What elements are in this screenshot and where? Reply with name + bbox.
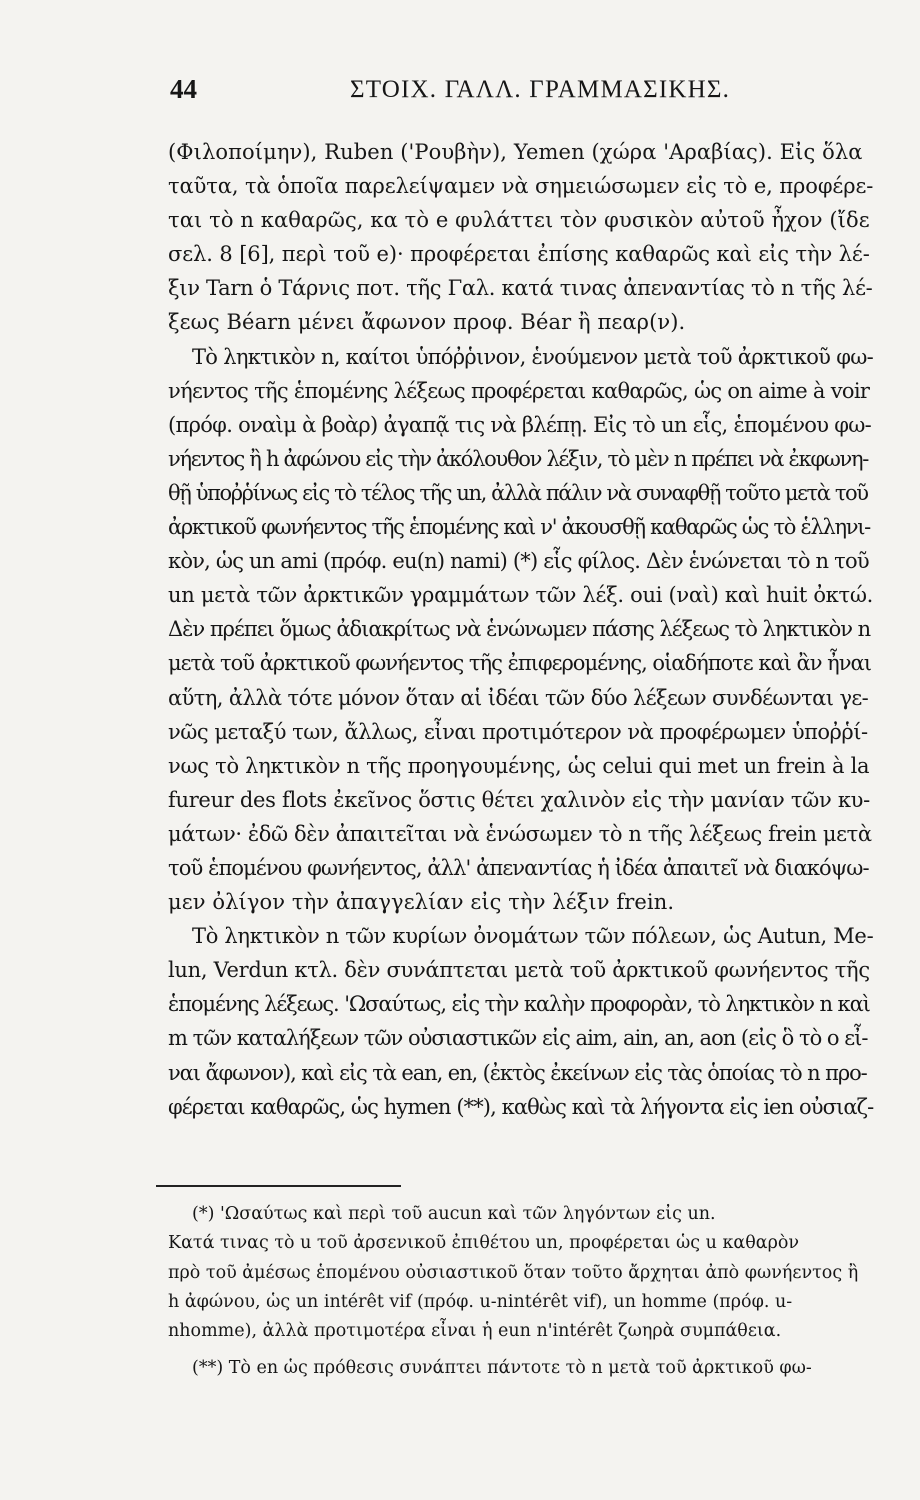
text-line: fureur des flots ἐκεῖνος ὅστις θέτει χαλινὸν εἰς τὴν μανίαν τῶν κυ- (168, 787, 870, 812)
text-line: νήεντος τῆς ἑπομένης λέξεως προφέρεται καθαρῶς, ὡς on aime à voir (168, 378, 870, 403)
text-line: φέρεται καθαρῶς, ὡς hymen (**), καθὼς καὶ τὰ λήγοντα εἰς ien οὐσιαζ- (168, 1094, 874, 1119)
text-line: ναι ἄφωνον), καὶ εἰς τὰ ean, en, (ἐκτὸς ἐκείνων εἰς τὰς ὁποίας τὸ n προ- (168, 1060, 867, 1085)
footnote-line: (*) 'Ωσαύτως καὶ περὶ τοῦ aucun καὶ τῶν ληγόντων εἰς un. (192, 1204, 716, 1224)
text-line: αὕτη, ἀλλὰ τότε μόνον ὅταν αἱ ἰδέαι τῶν δύο λέξεων συνδέωνται γε- (168, 685, 869, 710)
page-header (170, 70, 870, 110)
text-line: σελ. 8 [6], περὶ τοῦ e)· προφέρεται ἐπίσης καθαρῶς καὶ εἰς τὴν λέ- (168, 242, 870, 267)
footnote-line: nhomme), ἀλλὰ προτιμοτέρα εἶναι ἡ eun n'intérêt ζωηρὰ συμπάθεια. (168, 1321, 782, 1342)
footnote-divider (156, 1185, 401, 1187)
text-line: lun, Verdun κτλ. δὲν συνάπτεται μετὰ τοῦ ἀρκτικοῦ φωνήεντος τῆς (168, 958, 870, 983)
text-line: μεν ὀλίγον τὴν ἀπαγγελίαν εἰς τὴν λέξιν frein. (168, 890, 675, 915)
text-line: ἑπομένης λέξεως. 'Ωσαύτως, εἰς τὴν καλὴν προφορὰν, τὸ ληκτικὸν n καὶ (168, 992, 870, 1017)
footnote-line: h ἀφώνου, ὡς un intérêt vif (πρόφ. u-nintérêt vif), un homme (πρόφ. u- (168, 1291, 793, 1312)
footnote-line: Κατά τινας τὸ u τοῦ ἀρσενικοῦ ἐπιθέτου un, προφέρεται ὡς u καθαρὸν (168, 1233, 800, 1254)
text-line: νήεντος ἢ h ἀφώνου εἰς τὴν ἀκόλουθον λέξιν, τὸ μὲν n πρέπει νὰ ἐκφωνη- (168, 446, 869, 471)
paragraph-start-line: Τὸ ληκτικὸν n, καίτοι ὑπόῤῥινον, ἑνούμενον μετὰ τοῦ ἀρκτικοῦ φω- (192, 344, 874, 369)
footnotes (168, 1200, 873, 1384)
text-line: (πρόφ. οναὶμ ὰ βοὰρ) ἀγαπᾷ τις νὰ βλέπῃ. Εἰς τὸ un εἷς, ἑπομένου φω- (168, 412, 872, 437)
page-number: 44 (170, 74, 197, 104)
text-line: νῶς μεταξύ των, ἄλλως, εἶναι προτιμότερον νὰ προφέρωμεν ὑποῤῥί- (168, 719, 868, 744)
text-line: ταῦτα, τὰ ὁποῖα παρελείψαμεν νὰ σημειώσωμεν εἰς τὸ e, προφέρε- (168, 174, 874, 199)
text-line: νως τὸ ληκτικὸν n τῆς προηγουμένης, ὡς celui qui met un frein à la (168, 753, 870, 778)
text-line: κὸν, ὡς un ami (πρόφ. eu(n) nami) (*) εἷς φίλος. Δὲν ἑνώνεται τὸ n τοῦ (168, 549, 869, 574)
text-line: Δὲν πρέπει ὅμως ἀδιακρίτως νὰ ἑνώνωμεν πάσης λέξεως τὸ ληκτικὸν n (168, 617, 871, 642)
text-line: m τῶν καταλήξεων τῶν οὐσιαστικῶν εἰς aim, ain, an, aon (εἰς ὃ τὸ o εἶ- (168, 1026, 868, 1051)
main-text (168, 135, 873, 1124)
running-head: ΣΤΟΙΧ. ΓΑΛΛ. ΓΡΑΜΜΑΣΙΚΗΣ. (350, 76, 731, 103)
text-line: ξεως Béarn μένει ἄφωνον προφ. Béar ἢ πεαρ(ν). (168, 310, 686, 335)
text-line: μετὰ τοῦ ἀρκτικοῦ φωνήεντος τῆς ἐπιφερομένης, οἱαδήποτε καὶ ἂν ἦναι (168, 651, 871, 676)
paragraph-start-line: Τὸ ληκτικὸν n τῶν κυρίων ὀνομάτων τῶν πόλεων, ὡς Autun, Me- (192, 924, 874, 949)
text-line: (Φιλοποίμην), Ruben ('Ρουβὴν), Yemen (χώρα 'Αραβίας). Εἰς ὅλα (168, 140, 863, 164)
text-line: ἀρκτικοῦ φωνήεντος τῆς ἑπομένης καὶ ν' ἀκουσθῇ καθαρῶς ὡς τὸ ἑλληνι- (168, 515, 870, 540)
footnote-line: (**) Τὸ en ὡς πρόθεσις συνάπτει πάντοτε τὸ n μετὰ τοῦ ἀρκτικοῦ φω- (192, 1358, 812, 1379)
text-line: ται τὸ n καθαρῶς, κα τὸ e φυλάττει τὸν φυσικὸν αὐτοῦ ἦχον (ἴδε (168, 208, 870, 233)
text-line: ξιν Tarn ὁ Τάρνις ποτ. τῆς Γαλ. κατά τινας ἀπεναντίας τὸ n τῆς λέ- (168, 276, 873, 301)
text-line: μάτων· ἐδῶ δὲν ἀπαιτεῖται νὰ ἑνώσωμεν τὸ n τῆς λέξεως frein μετὰ (168, 821, 872, 846)
text-line: un μετὰ τῶν ἀρκτικῶν γραμμάτων τῶν λέξ. oui (ναὶ) καὶ huit ὀκτώ. (168, 583, 874, 608)
text-line: τοῦ ἑπομένου φωνήεντος, ἀλλ' ἀπεναντίας ἡ ἰδέα ἀπαιτεῖ νὰ διακόψω- (168, 855, 869, 880)
footnote-line: πρὸ τοῦ ἀμέσως ἑπομένου οὐσιαστικοῦ ὅταν τοῦτο ἄρχηται ἀπὸ φωνήεντος ἢ (168, 1262, 859, 1283)
text-line: θῇ ὑποῤῥίνως εἰς τὸ τέλος τῆς un, ἀλλὰ πάλιν νὰ συναφθῇ τοῦτο μετὰ τοῦ (168, 480, 868, 505)
